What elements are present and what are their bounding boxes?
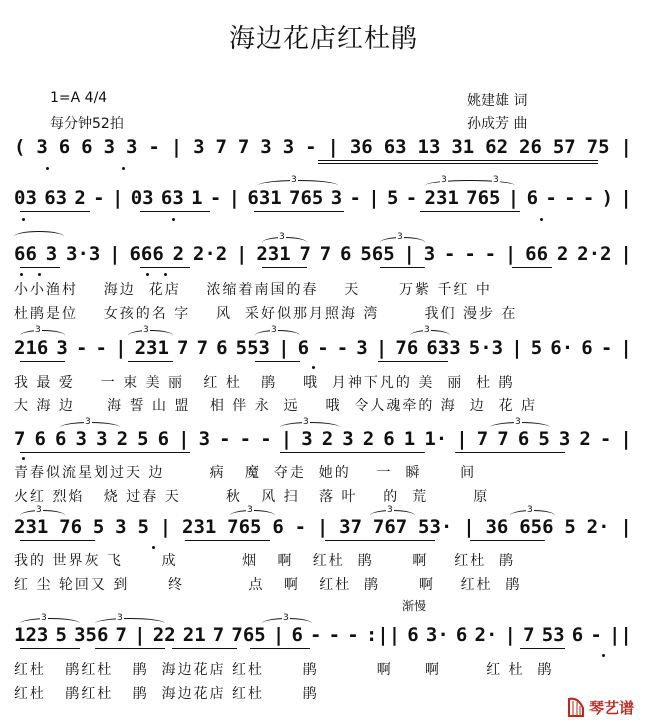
jianpu-notes	[14, 337, 632, 359]
note-token: 6·	[550, 337, 574, 359]
dynamics-marking: 渐慢	[402, 599, 427, 613]
note-token: 66	[14, 243, 37, 265]
note-token: 21	[182, 624, 206, 646]
note-token: 7	[14, 428, 26, 450]
note-token: 22	[152, 624, 176, 646]
octave-dot	[540, 218, 543, 221]
rhythm-underline	[20, 540, 95, 541]
triplet-mark: 3	[279, 232, 285, 242]
octave-dot	[172, 218, 175, 221]
triplet-mark: 3	[271, 325, 277, 335]
barline: |	[620, 337, 632, 359]
note-token: (	[14, 136, 26, 158]
triplet-mark: 3	[117, 613, 123, 623]
note-token: -	[260, 428, 272, 450]
triplet-mark: 3	[424, 325, 430, 335]
note-token: 7	[476, 428, 489, 450]
note-token: -	[93, 187, 105, 209]
octave-dot	[22, 218, 25, 221]
note-token: 2	[362, 428, 375, 450]
note-token: -	[336, 337, 349, 359]
note-token: 2	[556, 243, 569, 265]
note-token: 13	[417, 136, 441, 158]
note-token: 2·2	[192, 243, 228, 265]
note-token: 6	[581, 337, 593, 359]
note-token: 63	[44, 187, 68, 209]
note-token: -	[582, 187, 595, 209]
rhythm-underline	[420, 211, 520, 212]
lyricist-credit: 姚建雄 词	[467, 93, 528, 109]
note-token: 63	[160, 187, 184, 209]
note-token: 2	[321, 428, 334, 450]
triplet-mark: 3	[35, 325, 41, 335]
note-token: -	[317, 337, 329, 359]
note-token: 53·	[418, 516, 453, 538]
note-token: 76	[59, 516, 83, 538]
note-token: 7	[523, 624, 535, 646]
triplet-mark: 3	[397, 232, 403, 242]
octave-dot	[20, 273, 23, 276]
note-token: 2	[74, 187, 86, 209]
note-token: 3	[115, 516, 127, 538]
note-token: 3	[342, 428, 354, 450]
note-token: 7	[115, 624, 127, 646]
note-token: 231	[134, 337, 169, 359]
note-token: 656	[519, 516, 554, 538]
note-token: 1	[191, 187, 203, 209]
note-token: 2	[172, 243, 185, 265]
triplet-mark: 3	[527, 505, 533, 515]
triplet-mark: 3	[247, 505, 253, 515]
note-token: 36	[485, 516, 509, 538]
note-token: -	[590, 624, 602, 646]
note-token: 57	[552, 136, 576, 158]
note-token: 76	[395, 337, 419, 359]
note-token: 767	[372, 516, 408, 538]
rhythm-underline	[380, 267, 425, 268]
note-token: 75	[586, 136, 610, 158]
note-token: -	[484, 243, 497, 265]
note-token: 3	[260, 136, 272, 158]
note-token: -	[464, 243, 476, 265]
note-token: -	[564, 187, 576, 209]
note-token: 631	[247, 187, 282, 209]
rhythm-underline	[512, 267, 552, 268]
note-token: 2·	[586, 516, 610, 538]
triplet-mark: 3	[303, 417, 309, 427]
note-token: 7	[237, 136, 250, 158]
barline: ||	[608, 624, 632, 646]
note-token: -	[75, 337, 88, 359]
triplet-mark: 3	[85, 417, 91, 427]
slur-mark	[14, 231, 64, 242]
barline: |	[236, 243, 248, 265]
note-token: 123	[14, 624, 49, 646]
jianpu-notes	[14, 136, 632, 158]
note-token: 5	[564, 516, 576, 538]
barline: |	[368, 187, 380, 209]
note-token: 3	[558, 428, 571, 450]
note-token: 765	[289, 187, 324, 209]
barline: |	[134, 624, 146, 646]
note-token: -	[328, 624, 341, 646]
note-token: -	[444, 243, 456, 265]
note-token: 2	[116, 428, 129, 450]
note-token: -	[349, 187, 361, 209]
slur-mark	[280, 422, 340, 433]
note-token: 3	[330, 187, 343, 209]
rhythm-underline	[325, 540, 435, 541]
rhythm-underline	[20, 361, 65, 362]
note-token: 231	[256, 243, 291, 265]
note-token: 62	[485, 136, 509, 158]
slur-mark	[95, 618, 165, 629]
rhythm-underline	[20, 267, 60, 268]
note-token: -	[148, 136, 160, 158]
note-token: 6	[526, 187, 539, 209]
note-token: 765	[231, 624, 266, 646]
note-token: 6	[81, 136, 93, 158]
rhythm-underline	[95, 648, 165, 649]
note-token: 26	[519, 136, 542, 158]
rhythm-underline	[318, 160, 598, 161]
note-token: 6	[58, 136, 71, 158]
brand-logo-text: 琴艺谱	[589, 698, 635, 717]
barline: |	[620, 187, 632, 209]
note-token: 6	[216, 337, 228, 359]
note-token: 6	[55, 428, 67, 450]
note-token: 03	[14, 187, 37, 209]
triplet-mark: 3	[441, 175, 447, 185]
barline: |	[278, 337, 290, 359]
note-token: 7	[196, 337, 209, 359]
rhythm-underline	[185, 540, 270, 541]
note-token: 7	[319, 243, 332, 265]
slur-mark	[128, 330, 173, 341]
note-token: 3	[193, 136, 205, 158]
note-token: 3·	[425, 624, 449, 646]
note-token: -	[239, 428, 252, 450]
rhythm-underline	[20, 211, 90, 212]
note-token: 6	[297, 337, 310, 359]
note-token: 5·3	[468, 337, 504, 359]
note-token: 3	[301, 428, 313, 450]
barline: |	[109, 243, 121, 265]
note-token: 03	[130, 187, 154, 209]
rhythm-underline	[520, 648, 565, 649]
note-token: 7	[497, 428, 509, 450]
note-token: 231	[424, 187, 459, 209]
triplet-mark: 3	[283, 613, 289, 623]
note-token: 7	[299, 243, 311, 265]
note-token: -	[405, 187, 418, 209]
triplet-mark: 3	[515, 417, 521, 427]
lyric-verse-2: 大 海 边 海 誓 山 盟 相 伴 永 远 哦 令人魂牵的 海 边 花 店	[14, 398, 538, 414]
note-token: 3	[423, 243, 436, 265]
octave-dot	[122, 167, 125, 170]
rhythm-underline	[140, 211, 210, 212]
note-token: 5	[137, 516, 149, 538]
rhythm-underline	[262, 267, 307, 268]
note-token: 3	[103, 136, 116, 158]
note-token: 3	[356, 337, 368, 359]
lyric-verse-2: 火红 烈焰 烧 过春 天 秋 风 扫 落 叶 的 荒 原	[14, 489, 490, 505]
note-token: -	[219, 428, 231, 450]
note-token: 6	[272, 516, 284, 538]
note-token: 31	[451, 136, 475, 158]
note-token: 5	[92, 516, 105, 538]
note-token: 3	[56, 337, 68, 359]
note-token: -	[209, 187, 222, 209]
triplet-mark: 3	[493, 175, 499, 185]
tempo-marking: 每分钟52拍	[50, 116, 124, 132]
note-token: -	[600, 337, 613, 359]
slur-mark	[425, 180, 515, 191]
note-token: 3·3	[66, 243, 101, 265]
octave-dot	[164, 273, 167, 276]
note-token: -	[305, 136, 317, 158]
song-title: 海边花店红杜鹃	[228, 24, 418, 54]
note-token: 6	[157, 428, 170, 450]
rhythm-underline	[20, 648, 80, 649]
barline: |	[272, 624, 285, 646]
note-token: 3	[75, 428, 87, 450]
note-token: 666	[129, 243, 164, 265]
note-token: 63	[383, 136, 407, 158]
rhythm-underline	[455, 452, 565, 453]
note-token: 2	[579, 428, 591, 450]
note-token: 3	[198, 428, 211, 450]
barline: |	[456, 428, 468, 450]
barline: |	[620, 516, 632, 538]
rhythm-underline	[254, 211, 344, 212]
note-token: 53	[541, 624, 565, 646]
triplet-mark: 3	[41, 613, 47, 623]
barline: |	[504, 624, 516, 646]
barline: |	[178, 428, 190, 450]
barline: |	[375, 337, 388, 359]
octave-dot	[602, 654, 605, 657]
note-token: 5	[530, 337, 543, 359]
note-token: 3	[36, 136, 48, 158]
note-token: 3	[96, 428, 108, 450]
note-token: 7	[212, 624, 225, 646]
note-token: 7	[215, 136, 227, 158]
lyric-verse-2: 红 尘 轮回又 到 终 点 啊 红杜 鹃 啊 红杜 鹃	[14, 577, 522, 593]
barline: |	[111, 187, 124, 209]
lyric-verse-1: 我的 世界灰 飞 成 烟 啊 红杜 鹃 啊 红杜 鹃	[14, 553, 516, 569]
octave-dot	[146, 273, 149, 276]
lyric-verse-1: 我 最 爱 一 束 美 丽 红 杜 鹃 哦 月神下凡的 美 丽 杜 鹃	[14, 375, 515, 391]
barline: |	[115, 337, 127, 359]
note-token: 5	[386, 187, 399, 209]
note-token: -	[95, 337, 107, 359]
note-token: 6	[407, 624, 419, 646]
barline: :||	[365, 624, 401, 646]
note-token: 6	[34, 428, 46, 450]
barline: |	[327, 136, 339, 158]
slur-mark	[258, 180, 338, 191]
barline: |	[403, 243, 415, 265]
jianpu-notes	[14, 243, 632, 265]
note-token: 3	[45, 243, 58, 265]
barline: |	[228, 187, 241, 209]
note-token: 565	[360, 243, 395, 265]
note-token: 5	[538, 428, 550, 450]
octave-dot	[46, 167, 49, 170]
rhythm-underline	[470, 540, 545, 541]
note-token: 5	[55, 624, 67, 646]
rhythm-underline	[20, 452, 190, 453]
note-token: -	[347, 624, 359, 646]
rhythm-underline	[378, 361, 448, 362]
barline: |	[507, 187, 520, 209]
rhythm-underline	[280, 452, 425, 453]
note-token: 356	[74, 624, 109, 646]
note-token: 553	[235, 337, 270, 359]
rhythm-underline	[140, 267, 190, 268]
rhythm-underline	[250, 648, 310, 649]
barline: |	[620, 136, 632, 158]
composer-credit: 孙成芳 曲	[467, 116, 528, 132]
note-token: 765	[227, 516, 262, 538]
barline: |	[159, 516, 172, 538]
barline: |	[504, 243, 517, 265]
note-token: 231	[14, 516, 49, 538]
lyric-verse-2: 红杜 鹃红杜 鹃 海边花店 红杜 鹃	[14, 686, 319, 702]
rhythm-underline	[255, 361, 300, 362]
note-token: 1·	[424, 428, 448, 450]
note-token: 3	[125, 136, 138, 158]
note-token: 6	[571, 624, 584, 646]
note-token: 36	[349, 136, 373, 158]
lyric-verse-1: 小小渔村 海边 花店 浓缩着南国的春 天 万紫 千红 中	[14, 282, 492, 298]
lyric-verse-1: 青春似流星划过天 边 病 魔 夺走 她的 一 瞬 间	[14, 465, 477, 481]
note-token: )	[601, 187, 614, 209]
barline: |	[170, 136, 183, 158]
octave-dot	[152, 546, 155, 549]
slur-mark	[20, 330, 65, 341]
rhythm-underline	[318, 163, 598, 164]
rhythm-underline	[128, 361, 173, 362]
note-token: 6	[340, 243, 352, 265]
key-signature: 1=A 4/4	[50, 90, 108, 106]
note-token: 5	[137, 428, 149, 450]
note-token: 1	[403, 428, 416, 450]
octave-dot	[22, 457, 25, 460]
triplet-mark: 3	[143, 325, 149, 335]
note-token: -	[310, 624, 322, 646]
note-token: 37	[339, 516, 363, 538]
triplet-mark: 3	[36, 505, 42, 515]
note-token: 7	[177, 337, 189, 359]
note-token: 6	[383, 428, 395, 450]
barline: |	[463, 516, 475, 538]
barline: |	[280, 428, 293, 450]
note-token: 66	[525, 243, 549, 265]
note-token: 765	[466, 187, 501, 209]
rhythm-underline	[172, 648, 237, 649]
barline: |	[316, 516, 329, 538]
note-token: -	[599, 428, 612, 450]
octave-dot	[312, 366, 315, 369]
octave-dot	[38, 273, 41, 276]
note-token: 2·	[474, 624, 498, 646]
note-token: 2·2	[577, 243, 612, 265]
barline: |	[620, 243, 632, 265]
note-token: 6	[455, 624, 468, 646]
note-token: 216	[14, 337, 49, 359]
note-token: 3	[282, 136, 295, 158]
lyric-verse-2: 杜鹃是位 女孩的名 字 风 采好似那月照海 湾 我们 漫步 在	[14, 306, 518, 322]
triplet-mark: 3	[387, 505, 393, 515]
barline: |	[620, 428, 632, 450]
triplet-mark: 3	[291, 175, 297, 185]
note-token: 6	[291, 624, 303, 646]
note-token: 231	[182, 516, 217, 538]
note-token: -	[294, 516, 307, 538]
barline: |	[511, 337, 523, 359]
note-token: 6	[517, 428, 530, 450]
note-token: 633	[426, 337, 461, 359]
note-token: -	[545, 187, 557, 209]
lyric-verse-1: 红杜 鹃红杜 鹃 海边花店 红杜 鹃 啊 啊 红 杜 鹃	[14, 662, 554, 678]
slur-mark	[20, 618, 80, 629]
